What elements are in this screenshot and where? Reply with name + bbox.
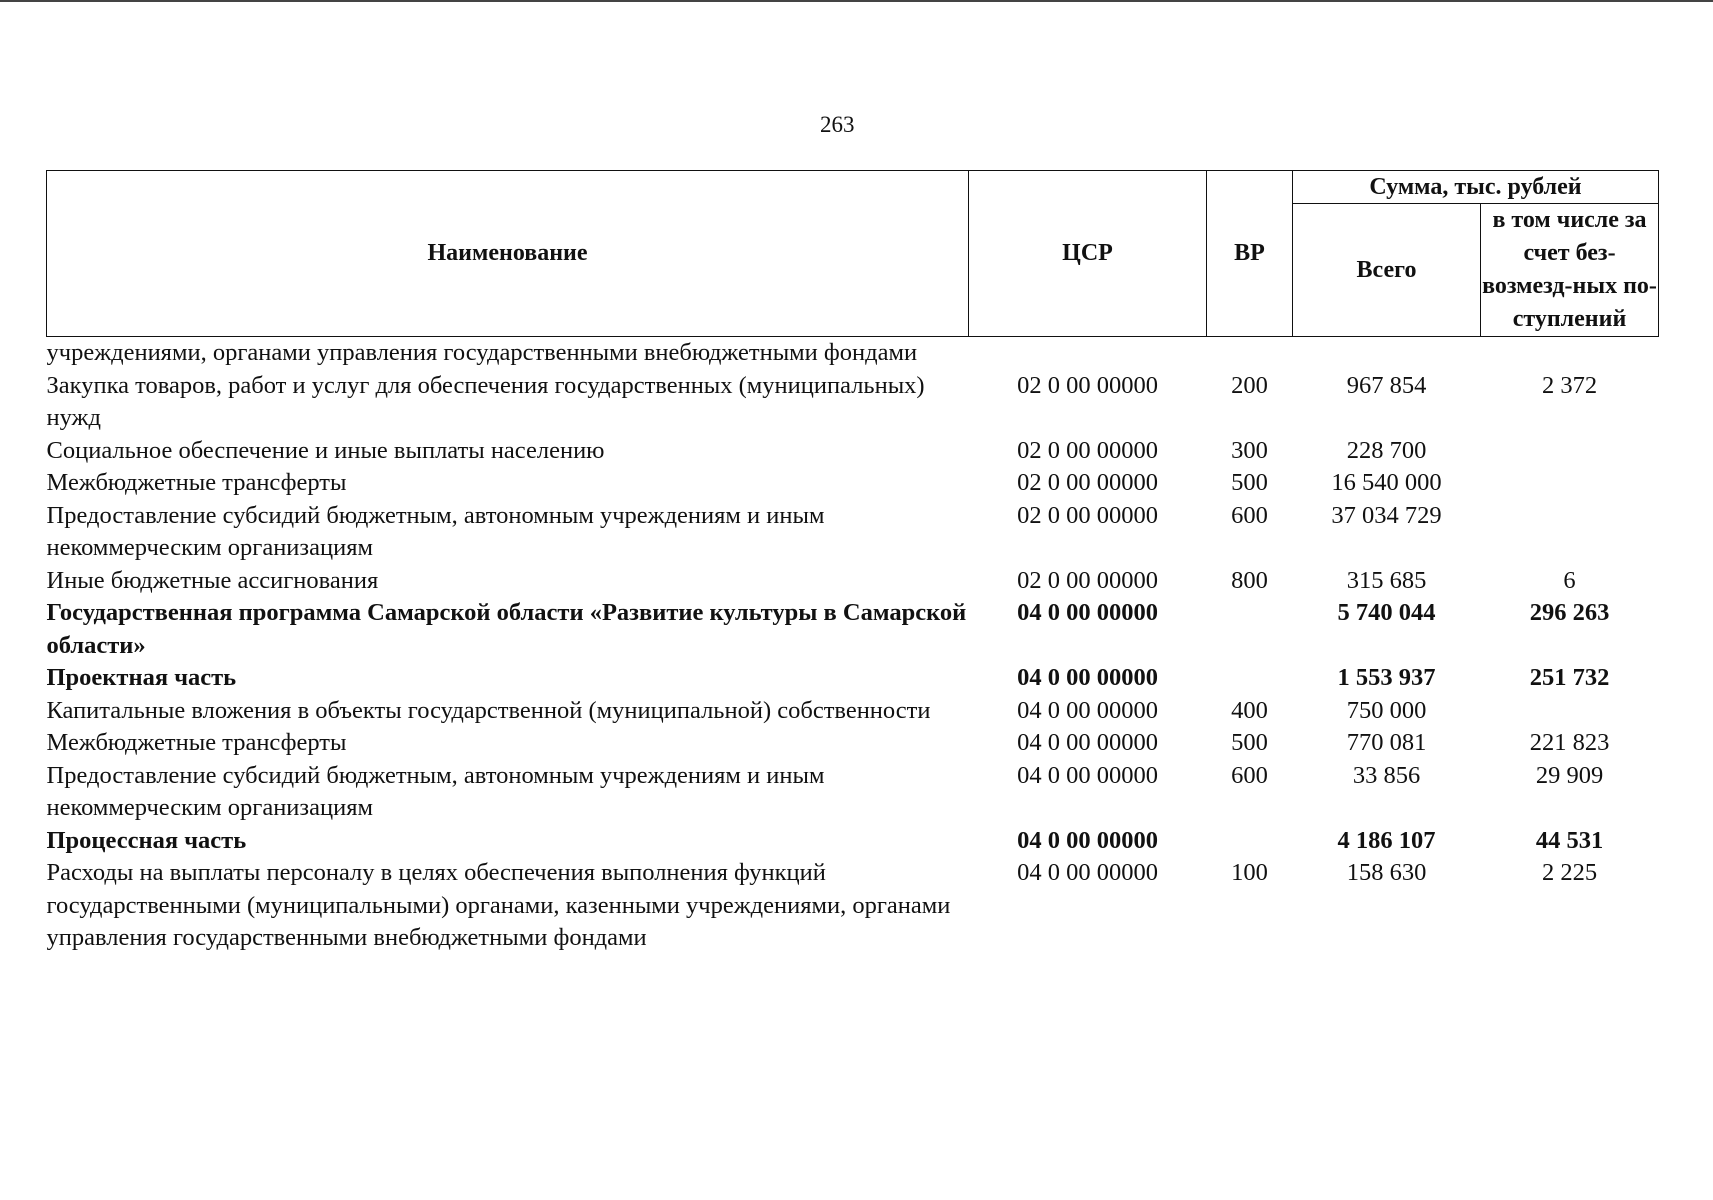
row-free: 6 (1563, 566, 1576, 594)
row-name: Предоставление субсидий бюджетным, автономным учреждениям и иным некоммерческим организациям (46, 501, 825, 561)
page-number: 263 (820, 112, 855, 137)
row-total: 33 856 (1352, 761, 1421, 789)
row-csr: 04 0 00 00000 (1017, 664, 1158, 691)
row-total: 750 000 (1346, 696, 1427, 724)
row-vr (1207, 337, 1293, 370)
row-name: Капитальные вложения в объекты государственной (муниципальной) собственности (46, 696, 931, 724)
table-row (47, 857, 1659, 955)
table-row (47, 500, 1659, 565)
row-csr: 04 0 00 00000 (1017, 761, 1158, 789)
row-vr: 300 (1231, 436, 1268, 464)
row-free: 251 732 (1529, 664, 1610, 691)
row-vr: 600 (1231, 501, 1268, 529)
row-name: Иные бюджетные ассигнования (46, 566, 379, 594)
row-free (1481, 695, 1659, 728)
row-csr: 04 0 00 00000 (1017, 729, 1158, 756)
row-vr: 500 (1231, 729, 1268, 756)
row-total: 4 186 107 (1337, 826, 1436, 854)
row-name: Закупка товаров, работ и услуг для обеспечения государственных (муниципальных) нужд (46, 371, 925, 431)
row-csr (969, 337, 1207, 370)
row-csr: 02 0 00 00000 (1017, 501, 1158, 529)
header-free: в том числе за счет без-возмезд-ных по-ступлений (1481, 204, 1659, 337)
header-total: Всего (1293, 204, 1481, 337)
header-csr: ЦСР (969, 171, 1207, 337)
row-csr: 02 0 00 00000 (1017, 469, 1158, 496)
row-total: 315 685 (1346, 566, 1427, 594)
row-total: 158 630 (1346, 859, 1427, 886)
row-vr: 400 (1231, 696, 1268, 724)
row-free: 296 263 (1529, 599, 1610, 626)
table-row (47, 597, 1659, 662)
row-total: 228 700 (1346, 436, 1427, 464)
row-csr: 04 0 00 00000 (1017, 696, 1158, 724)
row-free: 2 372 (1541, 371, 1598, 399)
row-free (1481, 435, 1659, 468)
table-body (47, 337, 1659, 955)
row-csr: 04 0 00 00000 (1017, 599, 1158, 626)
table-row (47, 565, 1659, 598)
row-vr (1207, 825, 1293, 858)
row-total: 1 553 937 (1337, 664, 1436, 691)
row-free: 29 909 (1535, 761, 1604, 789)
row-vr: 600 (1231, 761, 1268, 789)
table-header (47, 171, 1659, 337)
row-name: Государственная программа Самарской области «Развитие культуры в Самарской области» (46, 599, 967, 659)
row-csr: 04 0 00 00000 (1017, 826, 1158, 854)
row-free: 2 225 (1541, 859, 1598, 886)
row-csr: 02 0 00 00000 (1017, 371, 1158, 399)
row-total: 967 854 (1346, 371, 1427, 399)
table-row (47, 760, 1659, 825)
row-free (1481, 500, 1659, 565)
row-total (1293, 337, 1481, 370)
row-name: Проектная часть (46, 664, 237, 691)
row-total: 37 034 729 (1331, 501, 1442, 529)
row-vr: 200 (1231, 371, 1268, 399)
row-free (1481, 337, 1659, 370)
row-free: 44 531 (1535, 826, 1604, 854)
budget-table (46, 170, 1659, 955)
table-row (47, 662, 1659, 695)
table-row (47, 727, 1659, 760)
row-vr: 100 (1231, 859, 1268, 886)
row-csr: 02 0 00 00000 (1017, 436, 1158, 464)
row-csr: 02 0 00 00000 (1017, 566, 1158, 594)
header-sum: Сумма, тыс. рублей (1293, 171, 1659, 204)
header-name: Наименование (47, 171, 969, 337)
row-name: Межбюджетные трансферты (46, 729, 347, 756)
row-name: Процессная часть (46, 826, 247, 854)
row-vr: 500 (1231, 469, 1268, 496)
row-name: Социальное обеспечение и иные выплаты населению (46, 436, 605, 464)
row-name: Расходы на выплаты персоналу в целях обеспечения выполнения функций государственными (муниципальными) органами, казенными учреждениями, органами управления государственными внебюджетными фондами (46, 859, 951, 951)
row-name: учреждениями, органами управления государственными внебюджетными фондами (46, 339, 918, 366)
page-top-edge (0, 0, 1713, 2)
row-vr (1207, 662, 1293, 695)
row-free: 221 823 (1529, 729, 1610, 756)
row-total: 16 540 000 (1331, 469, 1442, 496)
table-row (47, 370, 1659, 435)
table-row (47, 467, 1659, 500)
row-vr (1207, 597, 1293, 662)
row-free (1481, 467, 1659, 500)
row-name: Межбюджетные трансферты (46, 469, 347, 496)
header-vr: ВР (1207, 171, 1293, 337)
row-vr: 800 (1231, 566, 1268, 594)
row-total: 5 740 044 (1337, 599, 1436, 626)
table-row (47, 695, 1659, 728)
row-total: 770 081 (1346, 729, 1427, 756)
table-row (47, 825, 1659, 858)
table-row (47, 435, 1659, 468)
row-name: Предоставление субсидий бюджетным, автономным учреждениям и иным некоммерческим организациям (46, 761, 825, 821)
row-csr: 04 0 00 00000 (1017, 859, 1158, 886)
table-row (47, 337, 1659, 370)
